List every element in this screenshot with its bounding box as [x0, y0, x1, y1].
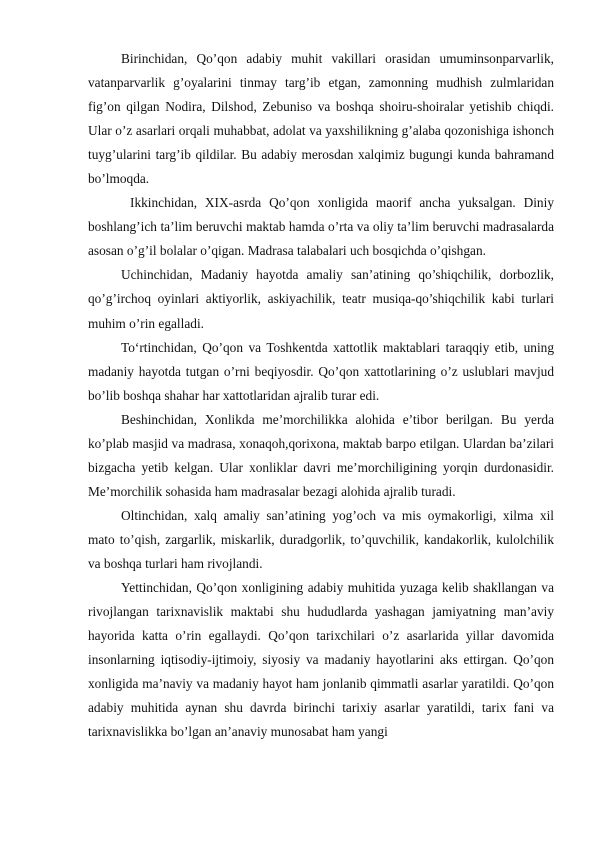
paragraph-6: Oltinchidan, xalq amaliy san’atining yog’och va mis oymakorligi, xilma xil mato to’qish, zargarlik, miskarlik, duradgorlik, to’quvchilik, kandakorlik, kulolchilik va boshqa turlari ham rivojlandi. [88, 507, 554, 571]
paragraph-1: Birinchidan, Qo’qon adabiy muhit vakillari orasidan umuminsonparvarlik, vatanparvarlik g’oyalarini tinmay targ’ib etgan, zamonning mudhish zulmlaridan fig’on qilgan Nodira, Dilshod, Zebuniso va boshqa shoiru-shoiralar yetishib chiqdi. Ular o’z asarlari orqali muhabbat, adolat va yaxshilikning g’alaba qozonishiga ishonch tuyg’ularini targ’ib qildilar. Bu adabiy merosdan xalqimiz bugungi kunda bahramand bo’lmoqda. [88, 51, 554, 187]
paragraph-3: Uchinchidan, Madaniy hayotda amaliy san’atining qo’shiqchilik, dorbozlik, qo’g’irchoq oyinlari aktiyorlik, askiyachilik, teatr musiqa-qo’shiqchilik kabi turlari muhim o’rin egalladi. [88, 267, 554, 331]
paragraph-4: To‘rtinchidan, Qo’qon va Toshkentda xattotlik maktablari taraqqiy etib, uning madaniy hayotda tutgan o’rni beqiyosdir. Qo’qon xattotlarining o’z uslublari mavjud bo’lib boshqa shahar har xattotlaridan ajralib turar edi. [88, 339, 554, 403]
paragraph-7: Yettinchidan, Qo’qon xonligining adabiy muhitida yuzaga kelib shakllangan va rivojlangan tarixnavislik maktabi shu hududlarda yashagan jamiyatning man’aviy hayorida katta o’rin egallaydi. Qo’qon tarixchilari o’z asarlarida yillar davomida insonlarning iqtisodiy-ijtimoiy, siyosiy va madaniy hayotlarini aks ettirgan. Qo’qon xonligida ma’naviy va madaniy hayot ham jonlanib qimmatli asarlar yaratildi. Qo’qon adabiy muhitida aynan shu davrda birinchi tarixiy asarlar yaratildi, tarix fani va tarixnavislikka bo’lgan an’anaviy munosabat ham yangi [88, 580, 554, 740]
paragraph-5: Beshinchidan, Xonlikda me’morchilikka alohida e’tibor berilgan. Bu yerda ko’plab masjid va madrasa, xonaqoh,qorixona, maktab barpo etilgan. Ulardan ba’zilari bizgacha yetib kelgan. Ular xonliklar davri me’morchiligining yorqin durdonasidir. Me’morchilik sohasida ham madrasalar bezagi alohida ajralib turadi. [88, 411, 554, 499]
paragraph-2: Ikkinchidan, XIX-asrda Qo’qon xonligida maorif ancha yuksalgan. Diniy boshlang’ich ta’lim beruvchi maktab hamda o’rta va oliy ta’lim beruvchi madrasalarda asosan o’g’il bolalar o’qigan. Madrasa talabalari uch bosqichda o’qishgan. [88, 195, 554, 259]
body-text [88, 47, 554, 744]
